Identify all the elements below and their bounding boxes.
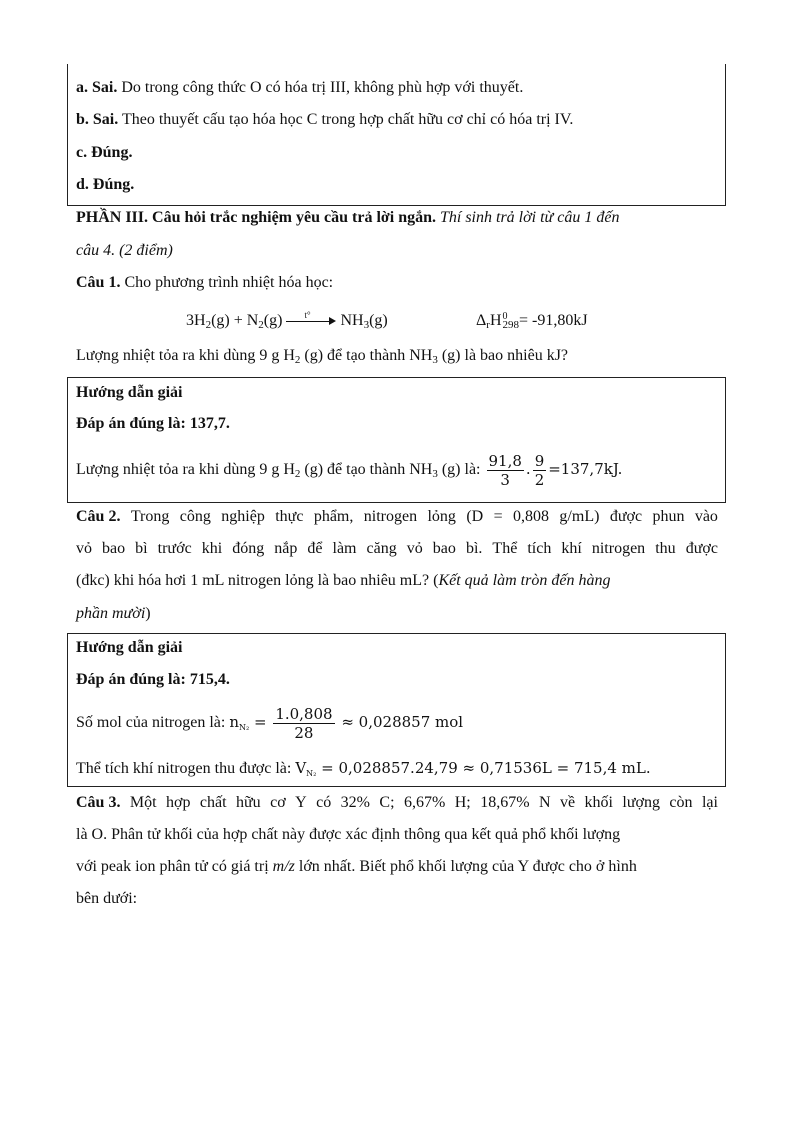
word: được: [609, 508, 643, 525]
q2-volume-calc: Thể tích khí nitrogen thu được là: $V_{N_2} = 0,028857.24,79 \approx 0,71536L = 715,4$ mL.: [76, 759, 651, 778]
word: về: [559, 794, 576, 811]
word: phun: [652, 508, 685, 525]
part3-heading: PHẦN III. Câu hỏi trắc nghiệm yêu cầu trả lời ngắn. Thí sinh trả lời từ câu 1 đến: [76, 209, 620, 226]
fraction: $\frac{9}{2}$: [534, 451, 545, 489]
reaction-arrow-icon: t°: [286, 315, 336, 327]
q2-line4: phần mười): [76, 605, 151, 622]
q2-answer: Đáp án đúng là: 715,4.: [76, 671, 230, 688]
q3-line1: [76, 793, 718, 813]
answer-b: b. Sai. Theo thuyết cấu tạo hóa học C trong hợp chất hữu cơ chỉ có hóa trị IV.: [76, 111, 574, 128]
q1-equation: $3H_2(g) + N_2(g)$ t° $NH_3(g)$: [186, 310, 388, 331]
word: làm: [332, 540, 357, 557]
word: =: [493, 508, 503, 525]
answer-d: d. Đúng.: [76, 176, 135, 193]
q1-enthalpy: $\Delta_rH^0_{298}= -91,80kJ$: [476, 310, 588, 331]
fraction: $\frac{91,8}{3}$: [488, 451, 522, 489]
q1-guide-title: Hướng dẫn giải: [76, 384, 183, 401]
word: khi: [201, 540, 223, 557]
word: bì: [135, 540, 148, 557]
word: 32%: [340, 794, 370, 811]
part3-heading-cont: câu 4. (2 điểm): [76, 242, 173, 259]
question-label: Câu 2.: [76, 508, 121, 525]
word: khối: [584, 794, 613, 811]
word: để: [307, 540, 323, 557]
word: vào: [694, 508, 718, 525]
word: Trong: [130, 508, 170, 525]
q1-question: Lượng nhiệt tỏa ra khi dùng 9 g $H_2$ (g) để tạo thành $NH_3$ (g) là bao nhiêu kJ?: [76, 347, 569, 366]
word: thu: [655, 540, 676, 557]
word: căng: [366, 540, 397, 557]
word: bao: [102, 540, 126, 557]
word: H;: [454, 794, 471, 811]
word: lỏng: [427, 508, 456, 525]
word: nghiệp: [221, 508, 265, 525]
word: thực: [275, 508, 304, 525]
word: còn: [669, 794, 693, 811]
fraction: $\frac{1.0,808}{28}$: [275, 704, 333, 742]
q1-solution: Lượng nhiệt tỏa ra khi dùng 9 g $H_2$ (g) để tạo thành $NH_3$ (g) là: $\frac{91,8}{3}$ . $\frac{9}{2}$ =137,7kJ.: [76, 451, 623, 489]
word: lượng: [622, 794, 660, 811]
q3-line4: bên dưới:: [76, 890, 138, 907]
word: N: [538, 794, 551, 811]
word: Một: [129, 794, 157, 811]
q2-line2: [76, 539, 718, 559]
word: công: [179, 508, 211, 525]
q2-mol-calc: Số mol của nitrogen là: $n_{N_2}$ = $\frac{1.0,808}{28}$ ≈ 0,028857 mol: [76, 704, 464, 742]
word: nắp: [274, 540, 298, 557]
word: g/mL): [559, 508, 600, 525]
word: Thể: [492, 540, 518, 557]
word: vỏ: [406, 540, 423, 557]
q2-line1: [76, 507, 718, 527]
q1-answer: Đáp án đúng là: 137,7.: [76, 415, 230, 432]
word: nitrogen: [591, 540, 646, 557]
word: bao: [432, 540, 456, 557]
q2-guide-title: Hướng dẫn giải: [76, 639, 183, 656]
word: khí: [561, 540, 582, 557]
word: có: [316, 794, 332, 811]
word: nitrogen: [363, 508, 418, 525]
word: vỏ: [76, 540, 92, 557]
word: C;: [379, 794, 395, 811]
word: chất: [199, 794, 227, 811]
q1-stem: Câu 1. Cho phương trình nhiệt hóa học:: [76, 274, 334, 291]
q2-line3: (đkc) khi hóa hơi 1 mL nitrogen lỏng là bao nhiêu mL? (Kết quả làm tròn đến hàng: [76, 572, 611, 589]
answer-c: c. Đúng.: [76, 144, 133, 161]
word: 18,67%: [480, 794, 530, 811]
word: hợp: [166, 794, 191, 811]
word: bì.: [465, 540, 483, 557]
word: phẩm,: [313, 508, 354, 525]
word: lại: [701, 794, 718, 811]
word: 0,808: [513, 508, 550, 525]
word: tích: [527, 540, 552, 557]
word: cơ: [270, 794, 286, 811]
word: hữu: [236, 794, 261, 811]
word: trước: [157, 540, 192, 557]
answer-a: a. Sai. Do trong công thức O có hóa trị III, không phù hợp với thuyết.: [76, 79, 524, 96]
word: Y: [295, 794, 307, 811]
question-label: Câu 3.: [76, 794, 121, 811]
word: 6,67%: [403, 794, 446, 811]
word: được: [685, 540, 718, 557]
word: (D: [466, 508, 484, 525]
q3-line3: với peak ion phân tử có giá trị m/z lớn nhất. Biết phổ khối lượng của Y được cho ở hình: [76, 858, 637, 875]
word: đóng: [232, 540, 265, 557]
q3-line2: là O. Phân tử khối của hợp chất này được xác định thông qua kết quả phổ khối lượng: [76, 826, 621, 843]
